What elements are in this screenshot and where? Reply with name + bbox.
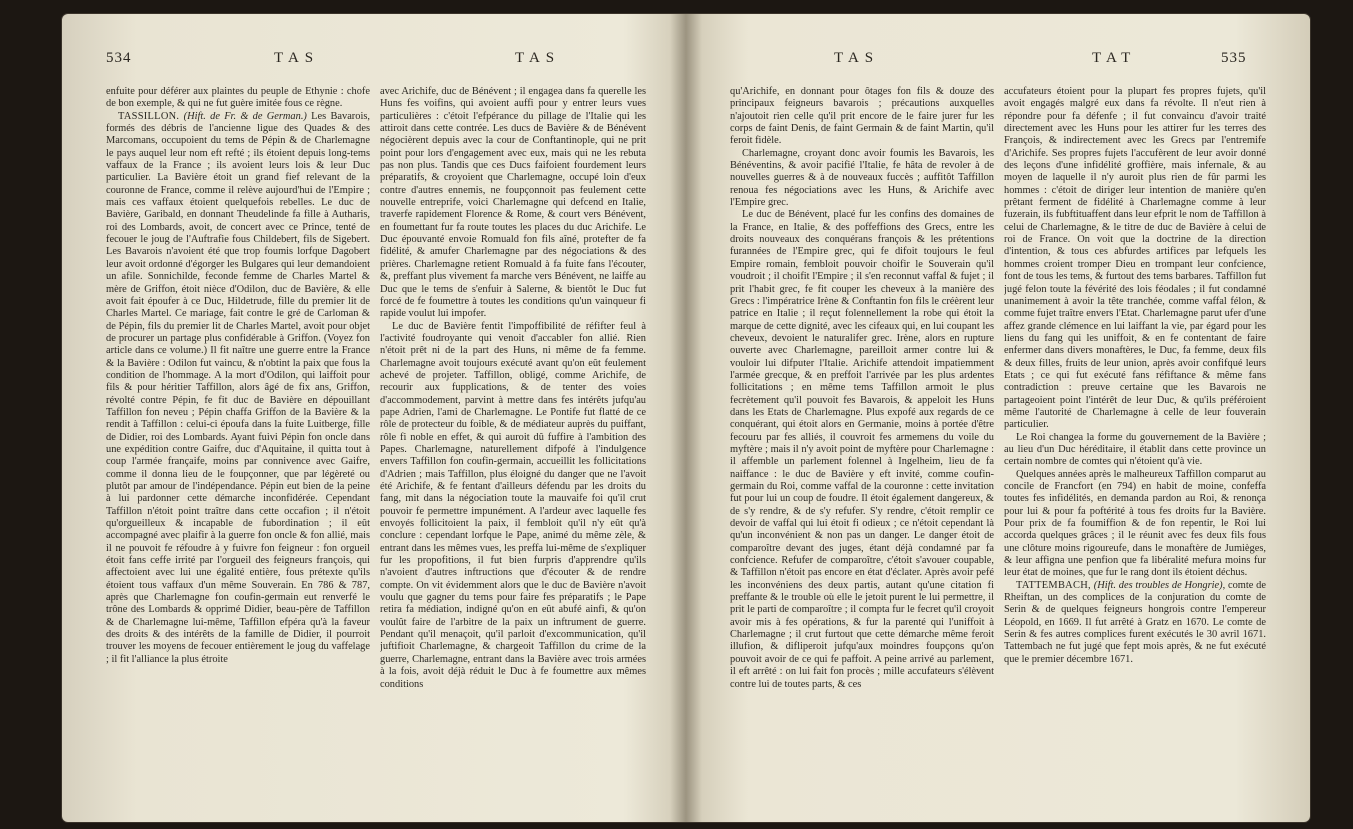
- paragraph: Le duc de Bénévent, placé fur les confins des domaines de la France, en Italie, & des poffeffions des Grecs, entre les droits nouveaux des conquérans françois & les prétentions furannées de l'Empire grec, qui fe difoit toujours le feul Empire romain, fembloit pouvoir choifir le Souverain qu'il voudroit ; il choifit l'Empire ; il s'en reconnut vaffal & fujet ; il prit l'habit grec, fe fit couper les cheveux à la manière des Grecs : l'impératrice Irène & Conftantin fon fils le créèrent leur patrice en Italie ; il reçut folennellement la robe qui étoit la marque de cette dignité, avec les cifeaux qui, en lui coupant les cheveux, devoient le naturalifer grec. Irène, alors en rupture ouverte avec Charlemagne, pareilloit armer contre lui & vouloir lui difputer l'Italie. Arichife attendoit impatiemment l'armée grecque, & en preffoit l'arrivée par les plus ardentes follicitations ; en même tems Taffillon armoit le plus fecrètement qu'il pouvoit fes Bavarois, & appeloit les Huns dans les Etats de Charlemagne. Plus expofé aux regards de ce conquérant, qui étoit alors en Germanie, moins à portée d'être fecouru par fes alliés, il couvroit fes armemens du voile du myftère ; mais il n'y avoit point de myftère pour Charlemagne : il affemble un parlement folennel à Ingelheim, lieu de fa naiffance : le duc de Bavière y eft invité, comme coufin-germain du Roi, comme vaffal de la couronne : cette invitation fut pour lui un coup de foudre. Il étoit également dangereux, & de s'y rendre, & de s'y refufer. S'y rendre, c'étoit remplir ce devoir de vaffal qui lui étoit fi odieux ; ce n'étoit cependant là qu'un inconvénient & non pas un danger. Le danger étoit de comparoître devant des juges, étant déjà condamné par fa confcience. Refufer de comparoître, c'étoit s'avouer coupable, & Taffillon n'étoit pas encore en état d'éclater. Après avoir pefé les inconvéniens des deux partis, autant qu'une citation fi preffante & le trouble où elle le jetoit purent le lui permettre, il prit le parti de comparoître ; il compta fur le fecret qu'il croyoit avoir mis à fes opérations, & fur la parenté qui l'uniffoit à Charlemagne ; il crut furtout que cette démarche même feroit illufion, & difliperoit jufqu'aux moindres foupçons qu'on pouvoit avoir de ce qui fe paffoit. A peine arrivé au parlement, il eft arrêté : on lui fait fon procès ; mille accufateurs s'élèvent contre lui de toutes parts, & ces: [730, 209, 994, 690]
- paragraph: accufateurs étoient pour la plupart fes propres fujets, qu'il avoit engagés malgré eux dans fa révolte. Il n'eut rien à répondre pour fa défenfe ; il fut convaincu d'avoir traité directement avec les Huns pour les attirer fur les terres des François, & indirectement avec les Grecs par l'entremife d'Arichife. Ses propres fujets l'accufèrent de leur avoir donné des leçons d'une infidélité groffière, mais infernale, & au moyen de laquelle il n'y auroit plus rien de fûr parmi les hommes : c'étoit de diriger leur intention de manière qu'en prêtant ferment de fidélité à Charlemagne comme à leur fuzerain, ils fubftituaffent dans leur efprit le nom de Taffillon à celui de Charlemagne, & le titre de duc de Bavière à celui de roi de France. On voit que la doctrine de la direction d'intention, & tous ces abfurdes artifices par lefquels les hommes croient tromper Dieu en trompant leur confcience, font de tous les tems, & furtout des tems barbares. Taffillon fut jugé felon toute la févérité des lois féodales ; il fut condamné unanimement à avoir la tête tranchée, comme vaffal félon, & comme fujet traître envers l'Etat. Charlemagne parut ufer d'une affez grande clémence en lui laiffant la vie, par égard pour les liens du fang qui les uniffoit, & en fe contentant de faire enfermer dans divers monaftères, le Duc, fa femme, deux fils & deux filles, fruits de leur union, après avoir confifqué leurs Etats ; ce qui fut exécuté fans réfiftance & même fans contradiction : preuve certaine que les Bavarois ne partageoient point l'intérêt de leur Duc, & qu'ils préféroient même l'autorité de Charlemagne à celle de leur fouverain particulier.: [1004, 86, 1266, 431]
- entry-reference: (Hift. des troubles de Hongrie): [1093, 579, 1223, 591]
- paragraph: Les Bavarois, formés des débris de l'ancienne ligue des Quades & des Marcomans, occupoient du tems de Pépin & de Charlemagne le pays auquel leur nom eft refté ; ils étoient depuis long-tems vaffaux de la France ; ils avoient leurs lois & leur Duc particulier. La Bavière étoit un grand fief relevant de la couronne de France, comme il relève aujourd'hui de l'Empire ; mais ces vaffaux étoient quelquefois rebelles. Le duc de Bavière, Garibald, en donnant Theudelinde fa fille à Autharis, roi des Lombards, avoit, de concert avec ce Prince, tenté de fecouer le joug de l'Auftrafie fous Childebert, fils de Sigebert. Les Bavarois n'avoient été que trop foumis lorfque Dagobert leur avoit ordonné d'égorger les Bulgares qui leur demandoient un afile. Sonnichilde, feconde femme de Charles Martel & mère de Griffon, étoit nièce d'Odilon, duc de Bavière, & elle avoit fait époufer à ce Duc, Hildetrude, fille du premier lit de Charles Martel. Ce mariage, fait contre le gré de Carloman & de Pépin, fils du premier lit de Charles Martel, avoit pour objet de procurer un partage plus confidérable à Griffon. (Voyez fon article dans ce volume.) Il fit naître une guerre entre la France & la Bavière : Odilon fut vaincu, & n'obtint la paix que fous la condition de l'hommage. A la mort d'Odilon, qui laiffoit pour fils & pour héritier Taffillon, alors âgé de fix ans, Griffon, révolté contre Pépin, fe fit duc de Bavière en dépouillant Taffillon fon neveu ; Pépin chaffa Griffon de la Bavière & la rendit à Taffillon : celui-ci époufa dans la fuite Luitberge, fille de Didier, roi des Lombards. Ayant fuivi Pépin fon oncle dans une expédition contre Gaifre, duc d'Aquitaine, il quitta tout à coup l'armée françaife, moins par connivence avec Gaifre, comme il donna lieu de le foupçonner, que par légèreté ou plutôt par amour de l'indépendance. Pépin eut bien de la peine à lui pardonner cette démarche inconfidérée. Cependant Taffillon n'étoit point traître dans cette occafion ; il n'étoit qu'orgueilleux & incapable de fubordination ; il eût accompagné avec plaifir à la guerre fon oncle & fon allié, mais il ne pouvoit fe réfoudre à y fuivre fon feigneur : fon orgueil étoit fans ceffe irrité par l'orgueil des feigneurs françois, qui affectoient avec lui une égalité entière, fous prétexte qu'ils étoient tous vaffaux d'un même Souverain. En 786 & 787, après que Charlemagne fon coufin-germain eut renverfé le trône des Lombards & opprimé Didier, beau-père de Taffillon & de Charlemagne lui-même, Taffillon efpéra qu'à la faveur des droits & des intérêts de la famille de Didier, il pourroit trouver les moyens de fecouer entièrement le joug du vaffelage ; il fit l'alliance la plus étroite: [106, 110, 370, 665]
- left-page-number: 534: [106, 50, 132, 66]
- paragraph: Charlemagne, croyant donc avoir foumis les Bavarois, les Bénéventins, & avoir pacifié l'Italie, fe hâta de revoler à de nouvelles guerres & à de nouveaux fuccès ; auffitôt Taffillon renoua fes négociations avec les Huns, & Arichife avec l'Empire grec.: [730, 147, 994, 209]
- paragraph: enfuite pour déférer aux plaintes du peuple de Ethynie : chofe de bon exemple, & qui ne fut guère imitée fous ce règne.: [106, 86, 370, 110]
- left-running-head-word-1: TAS: [274, 50, 320, 66]
- paragraph: avec Arichife, duc de Bénévent ; il engagea dans fa querelle les Huns fes voifins, qui avoient auffi pour y entrer leurs vues particulières : c'étoit l'efpérance du pillage de l'Italie qui les attiroit dans cette contrée. Les ducs de Bavière & de Bénévent négocièrent depuis avec la cour de Conftantinople, qui ne prit point pour lors d'engagement avec eux, mais qui ne les rebuta pas non plus. Tandis que ces Ducs faifoient fourdement leurs préparatifs, & croyoient que Charlemagne, occupé loin d'eux contre d'autres ennemis, ne foupçonnoit pas feulement cette nouvelle entreprife, voici Charlemagne qui defcend en Italie, traverfe rapidement Florence & Rome, & court vers Bénévent, en foumettant fur fa route toutes les places du duc Arichife. Le Duc épouvanté envoie Romuald fon fils aîné, protefter de fa fidélité, & amufer Charlemagne par des négociations & des prières. Charlemagne retient Romuald à fa fuite fans l'écouter, &, preffant plus vivement fa marche vers Bénévent, ne laiffe au Duc que le tems de s'enfuir à Salerne, & bientôt le Duc fut forcé de fe foumettre à toutes les conditions qu'un vainqueur fi rapide voulut lui impofer.: [380, 86, 646, 320]
- right-running-head-word-2: TAT: [1092, 50, 1137, 66]
- right-running-head-word-1: TAS: [834, 50, 880, 66]
- paragraph: Le Roi changea la forme du gouvernement de la Bavière ; au lieu d'un Duc héréditaire, il établit dans cette province un certain nombre de comtes qui n'étoient qu'à vie.: [1004, 431, 1266, 468]
- open-book: [62, 14, 1310, 822]
- paragraph: Le duc de Bavière fentit l'impoffibilité de réfifter feul à l'activité foudroyante qui venoit d'accabler fon allié. Rien n'étoit prêt ni de la part des Huns, ni même de fa femme. Charlemagne avoit toujours exécuté avant qu'on eût feulement achevé de projeter. Taffillon, obligé, comme Arichife, de recourir aux fupplications, & de tenter des voies d'accommodement, parvint à mettre dans fes intérêts jufqu'au pape Adrien, l'ami de Charlemagne. Le Pontife fut flatté de ce rôle de protecteur du foible, & de médiateur auprès du puiffant, rôle fi noble en effet, & qui auroit dû fuffire à l'ambition des Papes. Charlemagne, naturellement difpofé à l'indulgence envers Taffillon fon coufin-germain, accueillit les follicitations d'Adrien ; mais Taffillon, plus éloigné du danger que ne l'avoit été Arichife, & fe fentant d'ailleurs défendu par les droits du fang, mit dans la négociation toute la mauvaife foi qu'il crut pouvoir fe permettre impunément. A l'ardeur avec laquelle fes envoyés follicitoient la paix, il fembloit qu'il n'y eût qu'à conclure : cependant lorfque le Pape, animé du même zèle, & entrant dans les mêmes vues, les preffa lui-même de s'expliquer fur les propofitions, il fut bien furpris d'apprendre qu'ils n'avoient d'autres inftructions que d'écouter & de rendre compte. On vit évidemment alors que le duc de Bavière n'avoit voulu que gagner du tems pour faire fes préparatifs ; le Pape retira fa médiation, indigné qu'on en eût abufé ainfi, & qu'on voulût faire de l'arbitre de la paix un inftrument de guerre. Pendant qu'il menaçoit, qu'il parloit d'excommunication, qu'il juftifioit Charlemagne, & chargeoit Taffillon du crime de la guerre, Charlemagne, entrant dans la Bavière avec trois armées à la fois, avoit déjà réduit le Duc à fe foumettre aux mêmes conditions: [380, 320, 646, 690]
- right-page-column-2: [1004, 86, 1266, 812]
- paragraph: , comte de Rheiftan, un des complices de la conjuration du comte de Serin & de quelques feigneurs hongrois contre l'empereur Léopold, en 1669. Il fut arrêté à Gratz en 1670. Le comte de Serin & fes autres complices furent exécutés le 30 avril 1671. Tattembach ne fut jugé que fept mois après, & ne fut exécuté que le premier décembre 1671.: [1004, 579, 1266, 665]
- entry-heading: TATTEMBACH,: [1016, 579, 1091, 591]
- right-page-number: 535: [1221, 50, 1247, 66]
- entry-tattembach: [1004, 580, 1266, 666]
- right-page: [694, 14, 1310, 822]
- left-running-head-word-2: TAS: [515, 50, 561, 66]
- left-page-column-1: [106, 86, 370, 812]
- left-page-column-2: [380, 86, 646, 812]
- left-page: [62, 14, 682, 822]
- right-page-column-1: [730, 86, 994, 812]
- entry-tassillon: [106, 111, 370, 666]
- entry-reference: (Hift. de Fr. & de German.): [183, 110, 307, 122]
- paragraph: qu'Arichife, en donnant pour ôtages fon fils & douze des principaux feigneurs bavarois ; précautions auxquelles n'ajoutoit rien celle qu'il prit encore de le faire jurer fur les corps de faint Denis, de faint Germain & de faint Martin, qu'il feroit fidèle.: [730, 86, 994, 147]
- paragraph: Quelques années après le malheureux Taffillon comparut au concile de Francfort (en 794) en habit de moine, confeffa toutes fes infidélités, en demanda pardon au Roi, & renonça pour lui & pour fa poftérité à tous fes droits fur la Bavière. Pour prix de fa foumiffion & de fon repentir, le Roi lui accorda quelques grâces ; il le réunit avec fes deux fils fous une clôture moins rigoureufe, dans le monaftère de Jumièges, & leur affigna une penfion que fa libéralité mefura moins fur leur état de moines, que fur le rang dont ils étoient déchus.: [1004, 468, 1266, 579]
- entry-heading: TASSILLON.: [118, 110, 180, 122]
